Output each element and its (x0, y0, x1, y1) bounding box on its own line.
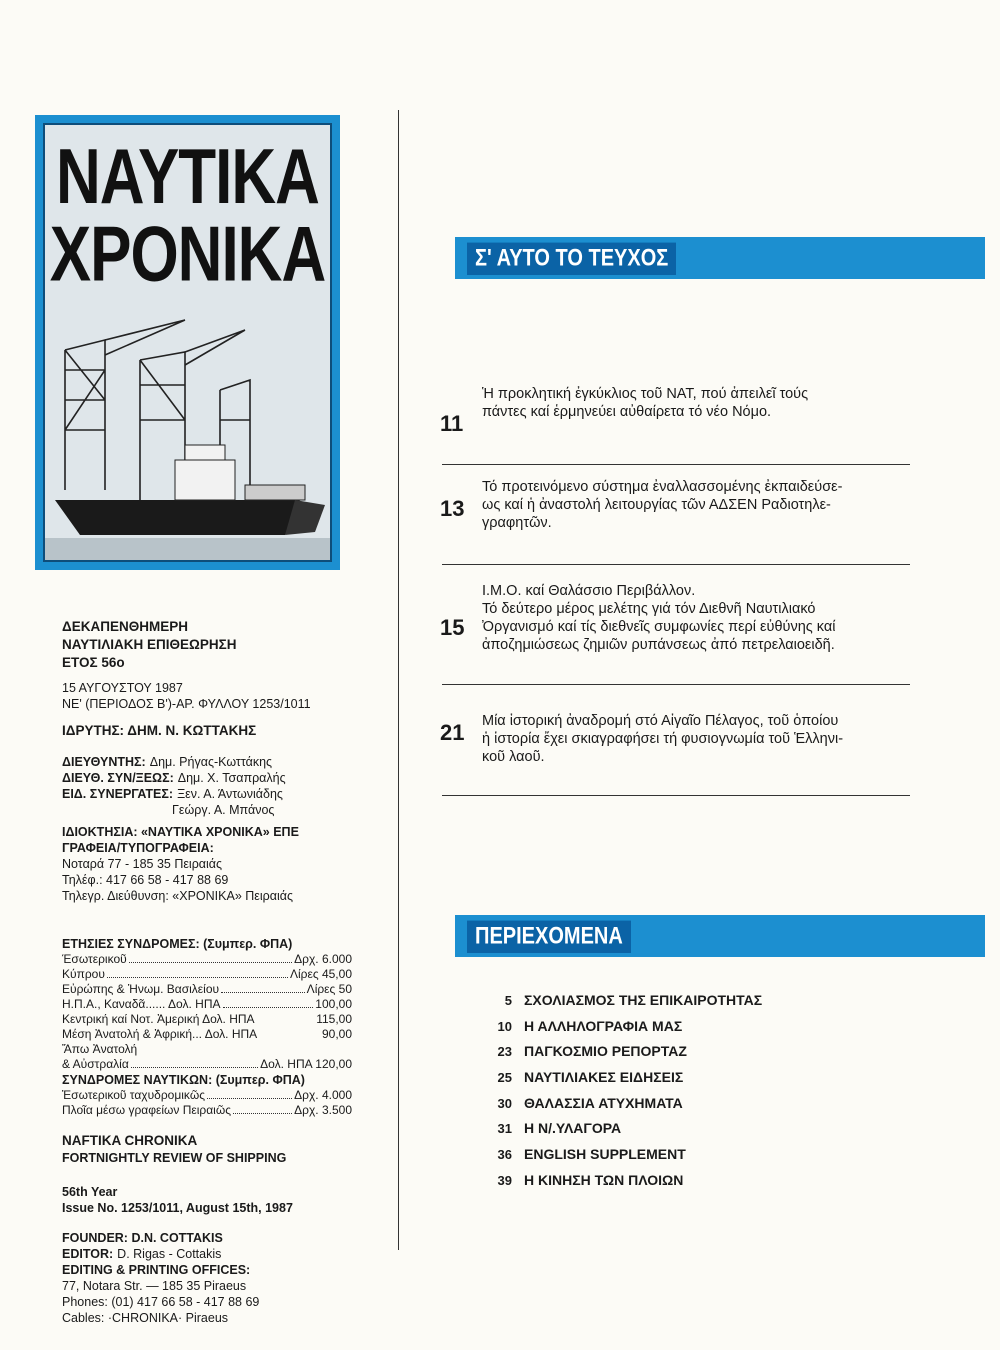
masthead-line2: ΝΑΥΤΙΛΙΑΚΗ ΕΠΙΘΕΩΡΗΣΗ (62, 637, 237, 652)
cover-title-line1: ΝΑΥΤΙΚΑ (56, 134, 319, 221)
contents-item[interactable]: 25 ΝΑΥΤΙΛΙΑΚΕΣ ΕΙΔΗΣΕΙΣ (497, 1069, 684, 1086)
english-editor: D. Rigas - Cottakis (117, 1247, 222, 1261)
english-founder: FOUNDER: D.N. COTTAKIS (62, 1231, 223, 1245)
contents-item[interactable]: 39 Η ΚΙΝΗΣΗ ΤΩΝ ΠΛΟΙΩΝ (497, 1171, 684, 1188)
cover-inner (43, 123, 332, 562)
article-text: Μία ἱστορική ἀναδρομή στό Αἰγαῖο Πέλαγος, τοῦ ὁποίου ἡ ἱστορία ἔχει σκιαγραφήσει τή φυσιογνωμία τοῦ Ἑλληνι- κοῦ λαοῦ. (482, 713, 844, 765)
subscription-row: & Αὐστραλία Δολ. ΗΠΑ 120,00 (62, 1057, 352, 1071)
cover-title-line2: ΧΡΟΝΙΚΑ (49, 211, 326, 298)
director-name: Δημ. Ρήγας-Κωττάκης (149, 755, 273, 769)
masthead (62, 618, 362, 904)
english-editor-label: EDITOR: (62, 1247, 114, 1261)
column-divider (398, 110, 399, 1250)
masthead-date: 15 ΑΥΓΟΥΣΤΟΥ 1987 (62, 681, 183, 695)
contributors-label: ΕΙΔ. ΣΥΝΕΡΓΑΤΕΣ: (62, 787, 174, 801)
article-page-number: 13 (440, 496, 465, 521)
phone: Τηλέφ.: 417 66 58 - 417 88 69 (62, 873, 229, 887)
contents-heading: ΠΕΡΙΕΧΟΜΕΝΑ (467, 921, 631, 953)
article-text: Ἡ προκλητική ἐγκύκλιος τοῦ ΝΑΤ, πού ἀπειλεῖ τούς πάντες καί ἑρμηνεύει αὐθαίρετα τό νέο Νόμο. (482, 386, 809, 420)
cover-image (35, 115, 340, 570)
contents-item[interactable]: 31 Η Ν/.ΥΛΑΓΟΡΑ (497, 1120, 622, 1137)
article-page-number: 11 (440, 411, 464, 436)
ownership: ΙΔΙΟΚΤΗΣΙΑ: «ΝΑΥΤΙΚΑ ΧΡΟΝΙΚΑ» ΕΠΕ (62, 825, 299, 839)
english-offices: EDITING & PRINTING OFFICES: (62, 1263, 251, 1277)
subscription-row: Εὐρώπης & Ἡνωμ. Βασιλείου Λίρες 50 (62, 982, 352, 996)
article-text: Τό προτεινόμενο σύστημα ἐναλλασσομένης ἐκπαιδεύσε- ως καί ἡ ἀναστολή λειτουργίας τῶν ΑΔΣΕΝ Ραδιοτηλε- γραφητῶν. (482, 479, 843, 531)
contents-item[interactable]: 5 ΣΧΟΛΙΑΣΜΟΣ ΤΗΣ ΕΠΙΚΑΙΡΟΤΗΤΑΣ (504, 992, 763, 1008)
masthead-line3: ΕΤΟΣ 56ο (62, 655, 125, 670)
subscription-row: Έσωτερικοῦ Δρχ. 6.000 (62, 952, 352, 966)
article-page-number: 21 (440, 720, 465, 745)
article-divider (442, 564, 910, 565)
english-name: NAFTIKA CHRONIKA (62, 1133, 198, 1148)
in-this-issue-heading: Σ' ΑΥΤΟ ΤΟ ΤΕΥΧΟΣ (467, 243, 676, 275)
contents-item[interactable]: 10 Η ΑΛΛΗΛΟΓΡΑΦΙΑ ΜΑΣ (497, 1017, 683, 1034)
offices-label: ΓΡΑΦΕΙΑ/ΤΥΠΟΓΡΑΦΕΙΑ: (62, 841, 214, 855)
subscriptions (62, 936, 352, 1118)
telegraph: Τηλεγρ. Διεύθυνση: «ΧΡΟΝΙΚΑ» Πειραιάς (62, 889, 293, 903)
english-phones: Phones: (01) 417 66 58 - 417 88 69 (62, 1295, 260, 1309)
subscriptions-heading: ΕΤΗΣΙΕΣ ΣΥΝΔΡΟΜΕΣ: (Συμπερ. ΦΠΑ) (62, 937, 293, 951)
contributor-2: Γεώργ. Α. Μπάνος (172, 803, 275, 817)
address: Νοταρά 77 - 185 35 Πειραιάς (62, 857, 223, 871)
article-divider (442, 795, 910, 796)
cover-title (45, 134, 330, 298)
seamen-heading: ΣΥΝΔΡΟΜΕΣ ΝΑΥΤΙΚΩΝ: (Συμπερ. ΦΠΑ) (62, 1073, 305, 1087)
subscription-row: Ἐσωτερικοῦ ταχυδρομικῶς Δρχ. 4.000 (62, 1088, 352, 1102)
in-this-issue-banner (455, 237, 985, 279)
editor-label: ΔΙΕΥΘ. ΣΥΝ/ΞΕΩΣ: (62, 771, 174, 785)
english-issue: Issue No. 1253/1011, August 15th, 1987 (62, 1201, 293, 1215)
contents-item[interactable]: 36 ENGLISH SUPPLEMENT (497, 1146, 686, 1163)
english-tagline: FORTNIGHTLY REVIEW OF SHIPPING (62, 1151, 287, 1165)
masthead-issue: ΝΕ' (ΠΕΡΙΟΔΟΣ Β')-ΑΡ. ΦΥΛΛΟΥ 1253/1011 (62, 697, 311, 711)
masthead-line1: ΔΕΚΑΠΕΝΘΗΜΕΡΗ (62, 619, 188, 634)
subscription-row: Κύπρου Λίρες 45,00 (62, 967, 352, 981)
article-text: Ι.Μ.Ο. καί Θαλάσσιο Περιβάλλον. Τό δεύτερο μέρος μελέτης γιά τόν Διεθνῆ Ναυτιλιακό Ὀργανισμό καί τίς διεθνεῖς συμφωνίες περί εὐθύνης καί ἀποζημιώσεως ζημιῶν ρυπάνσεως ἀπό πετρελαιοειδῆ. (482, 583, 836, 653)
subscription-row: Κεντρική καί Νοτ. Ἀμερική Δολ. ΗΠΑ 115,00 (62, 1012, 352, 1026)
english-masthead (62, 1132, 362, 1326)
subscription-row: Πλοῖα μέσω γραφείων Πειραιῶς Δρχ. 3.500 (62, 1103, 352, 1117)
english-address: 77, Notara Str. — 185 35 Piraeus (62, 1279, 247, 1293)
director-label: ΔΙΕΥΘΥΝΤΗΣ: (62, 755, 146, 769)
editor-name: Δημ. Χ. Τσαπραλής (177, 771, 286, 785)
contributor-1: Ξεν. Α. Άντωνιάδης (177, 787, 283, 801)
subscription-row: Μέση Ἀνατολή & Ἀφρική... Δολ. ΗΠΑ 90,00 (62, 1027, 352, 1041)
english-cables: Cables: ·CHRONIKA· Piraeus (62, 1311, 229, 1325)
contents-item[interactable]: 23 ΠΑΓΚΟΣΜΙΟ ΡΕΠΟΡΤΑΖ (497, 1043, 687, 1060)
contents-banner (455, 915, 985, 957)
masthead-founder: ΙΔΡΥΤΗΣ: ΔΗΜ. Ν. ΚΩΤΤΑΚΗΣ (62, 723, 257, 738)
article-page-number: 15 (440, 615, 465, 640)
subscription-row: Ἄπω Ἀνατολή (62, 1042, 138, 1056)
english-year: 56th Year (62, 1185, 118, 1199)
ship-illustration (45, 310, 330, 560)
contents-item[interactable]: 30 ΘΑΛΑΣΣΙΑ ΑΤΥΧΗΜΑΤΑ (497, 1094, 683, 1111)
article-divider (442, 464, 910, 465)
subscription-row: Η.Π.Α., Καναδᾶ...... Δολ. ΗΠΑ 100,00 (62, 997, 352, 1011)
article-divider (442, 684, 910, 685)
contents-list (470, 992, 870, 1198)
